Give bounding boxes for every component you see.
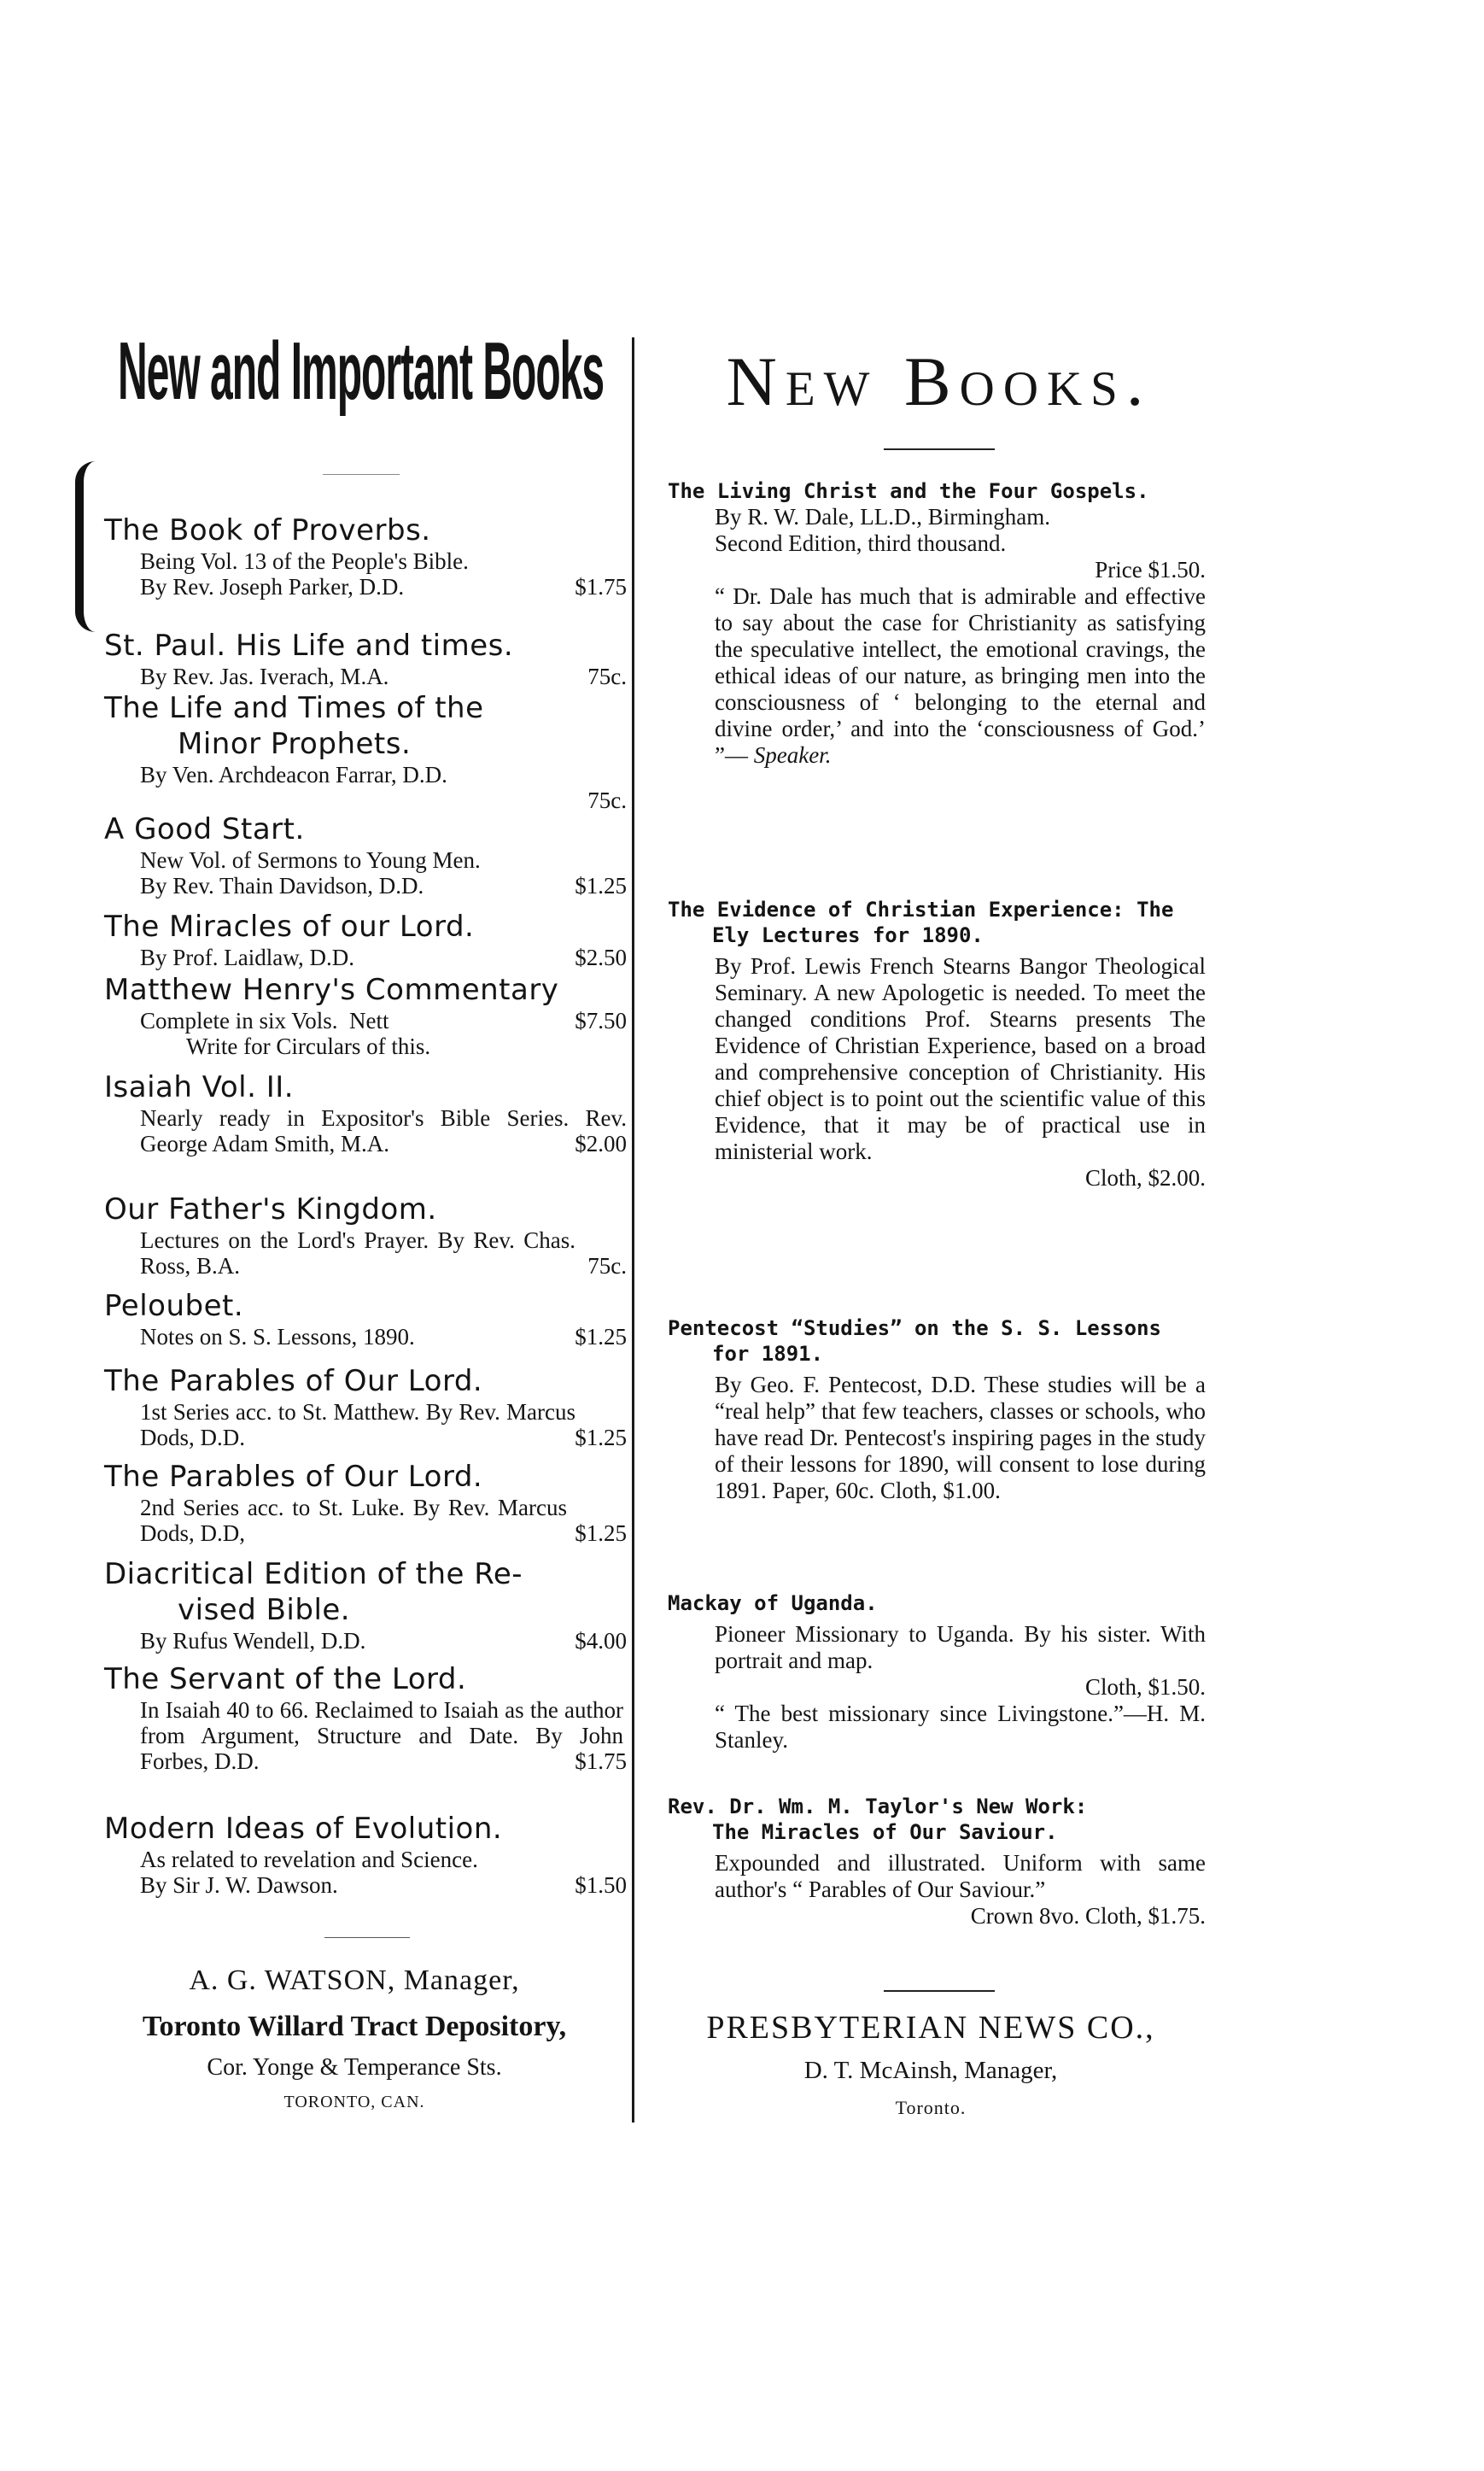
left-heading-rule [323,474,400,475]
right-footer-company: PRESBYTERIAN NEWS CO., [706,2010,1155,2046]
book-review: Pioneer Missionary to Uganda. By his sister. With portrait and map. [715,1621,1206,1673]
right-footer-manager: D. T. McAinsh, Manager, [803,2057,1058,2084]
left-footer-rule [324,1937,410,1938]
book-price: $1.25 [575,1520,627,1546]
book-line: By Ven. Archdeacon Farrar, D.D. [140,762,447,788]
book-title: The Living Christ and the Four Gospels. [668,479,1149,503]
book-title: Matthew Henry's Commentary [104,973,559,1007]
book-review: “ Dr. Dale has much that is admirable and effective to say about the case for Christianity as satisfying the speculative intellect, the emotional cravings, the ethical ideas of our nature, as bringing men into the consciousness of ‘ belonging to the eternal and divine order,’ and into the ‘consciousness of God.’ ”— [715,583,1206,768]
book-price: $1.50 [575,1872,627,1898]
book-title: The Parables of Our Lord. [104,1460,483,1494]
book-price: Cloth, $2.00. [1084,1165,1206,1191]
left-book-3 [104,690,627,813]
book-title: St. Paul. His Life and times. [104,629,514,663]
left-book-2 [104,628,627,689]
right-book-4 [668,1590,1206,1754]
left-footer-city: TORONTO, CAN. [283,2093,425,2111]
book-title: The Life and Times of the [104,691,484,725]
book-line: By R. W. Dale, LL.D., Birmingham. [715,504,1050,530]
book-line: By Rev. Joseph Parker, D.D. $1.75 [140,574,627,600]
left-book-9 [104,1288,627,1350]
review-source: Speaker. [753,742,832,768]
book-title: The Servant of the Lord. [104,1662,467,1696]
right-book-5 [668,1794,1206,1929]
book-line: Write for Circulars of this. [186,1033,431,1059]
book-price: Crown 8vo. Cloth, $1.75. [970,1903,1206,1929]
left-book-14 [104,1811,627,1898]
book-price: $1.25 [575,873,627,899]
book-title: Our Father's Kingdom. [104,1192,437,1227]
book-line: Complete in six Vols. Nett $7.50 [140,1008,627,1033]
book-price: 75c. [587,788,627,813]
book-review: By Geo. F. Pentecost, D.D. These studies will be a “real help” that few teachers, classes or schools, who have read Dr. Pentecost's inspiring pages in the study of their lessons for 1890, will consent to lose during 1891. Paper, 60c. Cloth, $1.00. [715,1372,1206,1503]
left-footer-depository: Toronto Willard Tract Depository, [142,2011,567,2042]
book-description [668,953,1206,1192]
book-line: New Vol. of Sermons to Young Men. [140,847,481,873]
book-title-cont: vised Bible. [178,1593,351,1627]
book-price: $2.50 [575,945,627,970]
right-book-1 [668,478,1206,769]
book-description [668,1372,1206,1504]
book-line: Notes on S. S. Lessons, 1890. $1.25 [140,1324,627,1350]
book-title: The Evidence of Christian Experience: The Ely Lectures for 1890. [668,898,1174,947]
book-title: The Miracles of our Lord. [104,910,475,944]
book-title: Isaiah Vol. II. [104,1070,295,1104]
right-footer-city: Toronto. [895,2097,967,2118]
book-title-cont: Minor Prophets. [178,727,412,761]
left-book-11 [104,1459,627,1546]
book-description [668,504,1206,769]
left-footer-manager: A. G. WATSON, Manager, [189,1965,520,1996]
left-book-4 [104,811,627,899]
book-line: In Isaiah 40 to 66. Reclaimed to Isaiah as the author from Argument, Structure and Date. By John Forbes, D.D. [140,1697,623,1774]
left-book-7 [104,1069,627,1156]
column-divider [632,337,634,2123]
left-book-13 [104,1661,627,1774]
right-book-3 [668,1315,1206,1504]
book-line: By Sir J. W. Dawson. $1.50 [140,1872,627,1898]
book-quote: “ The best missionary since Livingstone.”—H. M. Stanley. [715,1701,1206,1753]
left-heading: New and Important Books [118,325,605,417]
book-line: Second Edition, third thousand. [715,530,1007,556]
book-title: Rev. Dr. Wm. M. Taylor's New Work: The Miracles of Our Saviour. [668,1795,1088,1844]
book-title: Peloubet. [104,1289,244,1323]
book-price: Cloth, $1.50. [1084,1674,1206,1700]
left-book-6 [104,972,627,1059]
left-book-1 [104,512,627,600]
book-line: As related to revelation and Science. [140,1847,478,1872]
book-title: A Good Start. [104,812,305,846]
left-book-12 [104,1556,627,1654]
book-line: Nearly ready in Expositor's Bible Series. Rev. George Adam Smith, M.A. [140,1105,627,1156]
book-title: The Book of Proverbs. [104,513,431,547]
book-line: By Rufus Wendell, D.D. $4.00 [140,1628,627,1654]
book-price: $2.00 [575,1131,627,1156]
book-price: Price $1.50. [1095,557,1206,583]
book-title: Mackay of Uganda. [668,1591,878,1615]
left-book-8 [104,1192,627,1279]
book-line: By Prof. Laidlaw, D.D. $2.50 [140,945,627,970]
left-book-5 [104,909,627,970]
book-price: $7.50 [575,1008,627,1033]
book-price: $1.75 [575,1748,627,1774]
book-line [104,788,627,813]
book-description [668,1621,1206,1754]
left-book-10 [104,1363,627,1450]
book-line: 1st Series acc. to St. Matthew. By Rev. Marcus Dods, D.D. [140,1399,575,1450]
book-price: 75c. [587,1253,627,1279]
book-title: Modern Ideas of Evolution. [104,1812,503,1846]
right-book-2 [668,897,1206,1192]
book-price: $1.25 [575,1324,627,1350]
book-title: Pentecost “Studies” on the S. S. Lessons for 1891. [668,1316,1161,1366]
book-title: Diacritical Edition of the Re- [104,1557,523,1591]
book-price: $1.25 [575,1425,627,1450]
book-line: Lectures on the Lord's Prayer. By Rev. Chas. Ross, B.A. [140,1227,575,1279]
book-title: The Parables of Our Lord. [104,1364,483,1398]
left-footer-address: Cor. Yonge & Temperance Sts. [207,2054,502,2081]
right-footer-rule [884,1990,995,1992]
book-review: Expounded and illustrated. Uniform with same author's “ Parables of Our Saviour.” [715,1850,1206,1902]
book-description [668,1850,1206,1929]
margin-bracket [75,461,96,632]
book-line: By Rev. Thain Davidson, D.D. $1.25 [140,873,627,899]
book-price: $1.75 [575,574,627,600]
book-line: 2nd Series acc. to St. Luke. By Rev. Marcus Dods, D.D, [140,1495,567,1546]
book-line: By Rev. Jas. Iverach, M.A. 75c. [140,664,627,689]
right-heading-rule [884,448,995,450]
book-price: $4.00 [575,1628,627,1654]
book-line: Being Vol. 13 of the People's Bible. [140,548,469,574]
book-price: 75c. [587,664,627,689]
right-heading: New Books. [726,343,1153,420]
book-review: By Prof. Lewis French Stearns Bangor Theological Seminary. A new Apologetic is needed. To meet the changed conditions Prof. Stearns presents The Evidence of Christian Experience, based on a broad and comprehensive conception of Christianity. His chief object is to point out the scientific value of this Evidence, that it may be of practical use in ministerial work. [715,953,1206,1164]
